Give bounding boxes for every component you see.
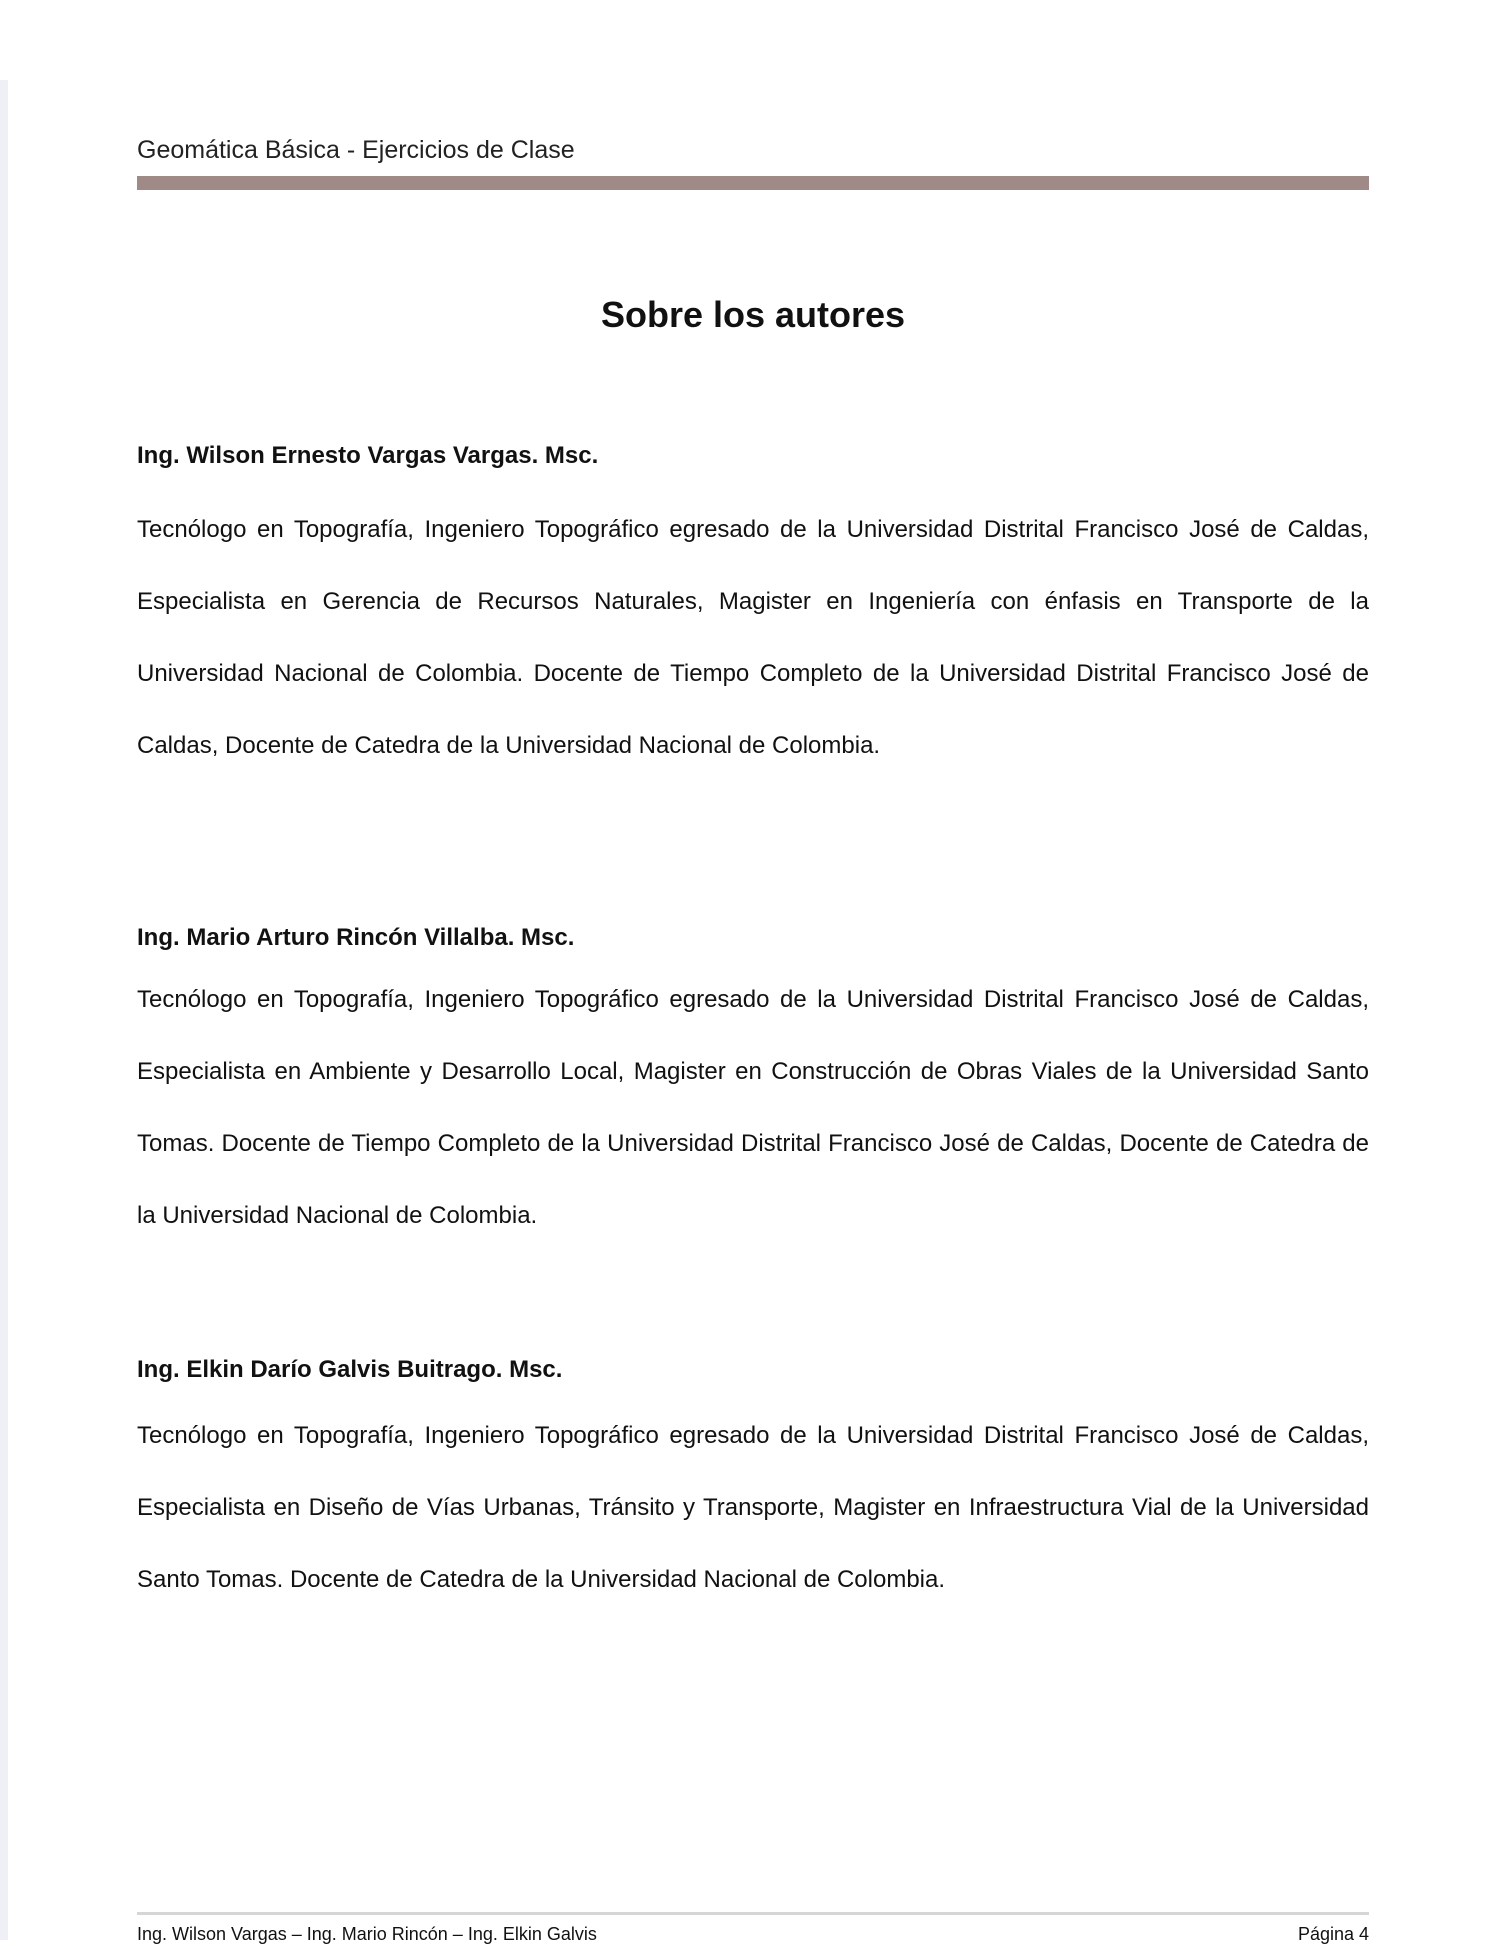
running-header: Geomática Básica - Ejercicios de Clase	[137, 136, 575, 164]
footer-rule	[137, 1912, 1369, 1915]
author-bio-2: Tecnólogo en Topografía, Ingeniero Topográfico egresado de la Universidad Distrital Francisco José de Caldas, Especialista en Ambiente y Desarrollo Local, Magister en Construcción de Obras Viales de la Universidad Santo Tomas. Docente de Tiempo Completo de la Universidad Distrital Francisco José de Caldas, Docente de Catedra de la Universidad Nacional de Colombia.	[137, 986, 1369, 1229]
page-shadow-edge	[0, 80, 8, 1940]
author-bio-3: Tecnólogo en Topografía, Ingeniero Topográfico egresado de la Universidad Distrital Francisco José de Caldas, Especialista en Diseño de Vías Urbanas, Tránsito y Transporte, Magister en Infraestructura Vial de la Universidad Santo Tomas. Docente de Catedra de la Universidad Nacional de Colombia.	[137, 1422, 1369, 1593]
page-title: Sobre los autores	[600, 294, 906, 335]
author-name-3: Ing. Elkin Darío Galvis Buitrago. Msc.	[137, 1356, 563, 1383]
footer-authors: Ing. Wilson Vargas – Ing. Mario Rincón – Ing. Elkin Galvis	[137, 1924, 597, 1944]
page-number: Página 4	[1297, 1924, 1369, 1944]
author-name-2: Ing. Mario Arturo Rincón Villalba. Msc.	[137, 924, 575, 951]
document-page	[137, 0, 1369, 1944]
header-rule	[137, 176, 1369, 190]
author-name-1: Ing. Wilson Ernesto Vargas Vargas. Msc.	[137, 442, 599, 469]
author-bio-1: Tecnólogo en Topografía, Ingeniero Topográfico egresado de la Universidad Distrital Francisco José de Caldas, Especialista en Gerencia de Recursos Naturales, Magister en Ingeniería con énfasis en Transporte de la Universidad Nacional de Colombia. Docente de Tiempo Completo de la Universidad Distrital Francisco José de Caldas, Docente de Catedra de la Universidad Nacional de Colombia.	[137, 516, 1369, 759]
